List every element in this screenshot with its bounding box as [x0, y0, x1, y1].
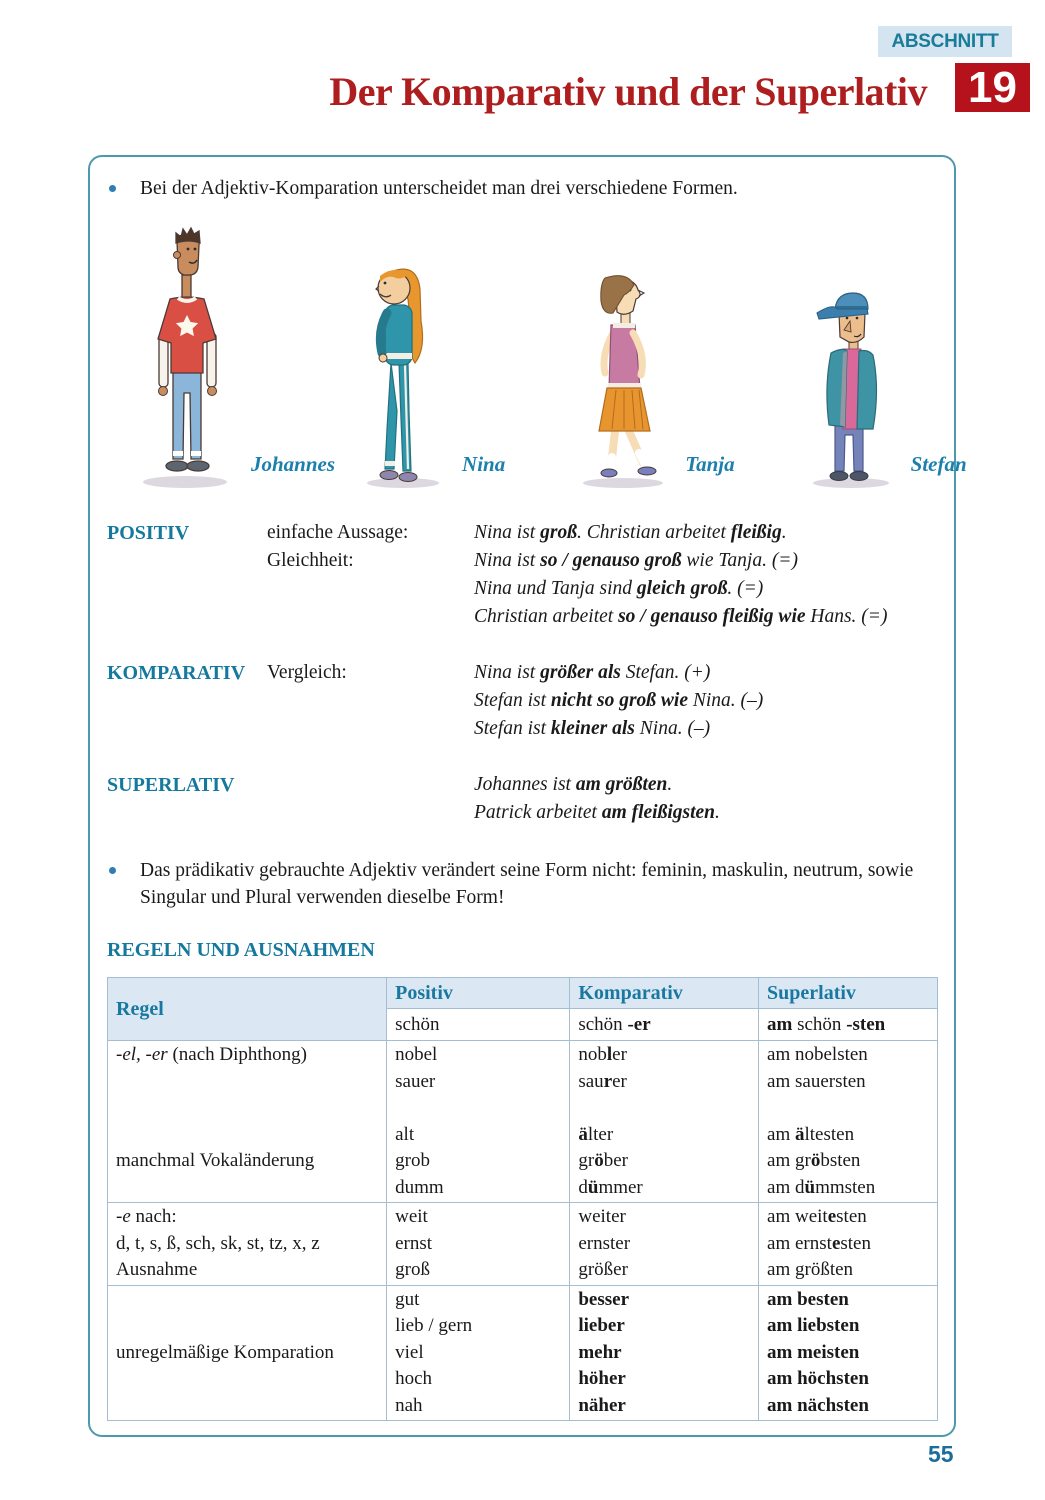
intro-bullet-row [107, 175, 938, 202]
cell-line [116, 1069, 378, 1096]
cell-line: am dümmsten [767, 1176, 876, 1198]
table-row [108, 1285, 938, 1421]
example-sentence: Nina ist so / genauso groß wie Tanja. (=) [474, 550, 798, 571]
character-illustrations [107, 204, 967, 489]
section-tab [878, 26, 1012, 57]
cell-line: groß [395, 1259, 430, 1280]
cell-line: lieber [578, 1315, 625, 1336]
cell-line: weit [395, 1206, 428, 1227]
example-sentence: Johannes ist am größten. [474, 774, 673, 795]
cell-line: viel [395, 1341, 424, 1363]
note-bullet-row [107, 857, 938, 911]
cell-positiv [387, 1285, 570, 1421]
example-sentence: Stefan ist kleiner als Nina. (–) [474, 718, 711, 739]
cell-line: nobel [395, 1044, 438, 1065]
section-number-badge [955, 63, 1030, 112]
cell-komparativ [570, 1285, 759, 1421]
example-caption [267, 799, 474, 827]
character-name-nina: Nina [462, 452, 506, 476]
cell-line: am gröbsten [767, 1150, 861, 1171]
section-label [107, 687, 267, 715]
cell-line: ernst [395, 1232, 433, 1254]
cell-line: am höchsten [767, 1368, 869, 1389]
cell-line: am größten [767, 1259, 854, 1280]
section-label [107, 799, 267, 827]
rules-table [107, 977, 938, 1421]
example-line [107, 799, 938, 827]
section-superlativ [107, 771, 938, 827]
bullet-icon [109, 867, 116, 874]
example-line [107, 519, 938, 547]
cell-line: saurer [578, 1070, 627, 1092]
example-caption: einfache Aussage: [267, 522, 409, 543]
section-label: POSITIV [107, 522, 190, 544]
example-line [107, 659, 938, 687]
character-name-stefan: Stefan [910, 452, 967, 476]
cell-line: -el, -er (nach Diphthong) [116, 1044, 308, 1065]
character-illustration-johannes [137, 225, 237, 489]
cell-line: manchmal Vokaländerung [116, 1150, 315, 1171]
cell-line: am nächsten [767, 1394, 869, 1416]
character-johannes [137, 225, 335, 489]
example-sentence: Patrick arbeitet am fleißigsten. [474, 802, 720, 823]
section-label [107, 547, 267, 575]
cell-line: Ausnahme [116, 1259, 198, 1280]
section-label: KOMPARATIV [107, 662, 246, 684]
example-sentence: Nina ist groß. Christian arbeitet fleißig. [474, 522, 787, 543]
example-caption [267, 687, 474, 715]
bullet-icon [109, 185, 116, 192]
page-title: Der Komparativ und der Superlativ [329, 69, 927, 114]
cell-line: am meisten [767, 1341, 860, 1363]
cell-line: dumm [395, 1176, 444, 1198]
cell-positiv [387, 1203, 570, 1286]
character-illustration-stefan [807, 287, 897, 489]
cell-komparativ [570, 1041, 759, 1203]
character-name-tanja: Tanja [685, 452, 735, 476]
example-sentence: Christian arbeitet so / genauso fleißig wie Hans. (=) [474, 606, 888, 627]
cell-line: mehr [578, 1341, 622, 1363]
cell-line [116, 1366, 378, 1393]
cell-superlativ [759, 1203, 938, 1286]
character-name-johannes: Johannes [251, 452, 336, 476]
example-line [107, 575, 938, 603]
example-line [107, 547, 938, 575]
example-line [107, 715, 938, 743]
rules-table-body [108, 1041, 938, 1421]
section-number-text: 19 [968, 62, 1017, 112]
cell-superlativ [759, 1041, 938, 1203]
cell-line: unregelmäßige Komparation [116, 1341, 334, 1363]
character-illustration-tanja [571, 271, 671, 489]
example-sentence: Stefan ist nicht so groß wie Nina. (–) [474, 690, 764, 711]
example-line [107, 771, 938, 799]
grammar-sections [107, 519, 938, 827]
character-nina [363, 261, 505, 489]
example-sentence: Nina ist größer als Stefan. (+) [474, 662, 711, 683]
section-label: SUPERLATIV [107, 774, 235, 796]
cell-regel [108, 1203, 387, 1286]
cell-line: weiter [578, 1206, 626, 1227]
cell-line: am sauersten [767, 1070, 866, 1092]
example-line [107, 603, 938, 631]
note-bullet-text: Das prädikativ gebrauchte Adjektiv verändert seine Form nicht: feminin, maskulin, neutrum, sowie Singular und Plural verwenden dieselbe Form! [140, 860, 914, 908]
cell-line: besser [578, 1288, 630, 1310]
cell-positiv [387, 1041, 570, 1203]
section-label [107, 575, 267, 603]
cell-line: hoch [395, 1368, 433, 1389]
example-caption: Gleichheit: [267, 550, 354, 571]
cell-line: höher [578, 1368, 626, 1389]
cell-line: am liebsten [767, 1315, 860, 1336]
example-superlativ: am schön -sten [759, 1009, 938, 1041]
page-number: 55 [928, 1441, 954, 1467]
cell-line: nah [395, 1394, 423, 1416]
cell-line: am ernstesten [767, 1232, 871, 1254]
cell-line: gröber [578, 1150, 628, 1171]
example-caption: Vergleich: [267, 662, 347, 683]
column-header-positiv: Positiv [387, 978, 570, 1009]
cell-line: -e nach: [116, 1206, 177, 1227]
cell-regel [108, 1041, 387, 1203]
cell-line [116, 1095, 378, 1122]
intro-bullet-text: Bei der Adjektiv-Komparation unterscheidet man drei verschiedene Formen. [140, 178, 738, 199]
cell-line: dümmer [578, 1176, 643, 1198]
column-header-komparativ: Komparativ [570, 978, 759, 1009]
cell-line [116, 1287, 378, 1314]
example-positiv: schön [387, 1009, 570, 1041]
example-sentence: Nina und Tanja sind gleich groß. (=) [474, 578, 764, 599]
cell-line: grob [395, 1150, 430, 1171]
content-box [88, 155, 967, 1437]
cell-line [767, 1095, 929, 1122]
cell-line: am nobelsten [767, 1044, 868, 1065]
section-positiv [107, 519, 938, 631]
column-header-superlativ: Superlativ [759, 978, 938, 1009]
column-header-regel: Regel [108, 978, 387, 1041]
section-label [107, 715, 267, 743]
cell-line [116, 1393, 378, 1420]
cell-line: am ältesten [767, 1123, 855, 1145]
cell-line: alt [395, 1123, 415, 1145]
cell-line: sauer [395, 1070, 436, 1092]
example-caption [267, 771, 474, 799]
section-tab-label: ABSCHNITT [891, 30, 999, 52]
section-komparativ [107, 659, 938, 743]
cell-line: lieb / gern [395, 1315, 473, 1336]
cell-line [395, 1095, 561, 1122]
table-row [108, 1203, 938, 1286]
example-caption [267, 603, 474, 631]
table-header-row [108, 978, 938, 1009]
example-caption [267, 715, 474, 743]
example-komparativ: schön -er [570, 1009, 759, 1041]
cell-line: d, t, s, ß, sch, sk, st, tz, x, z [116, 1232, 320, 1254]
cell-line [116, 1122, 378, 1149]
section-label [107, 603, 267, 631]
example-line [107, 687, 938, 715]
table-row [108, 1041, 938, 1203]
cell-line: näher [578, 1394, 626, 1416]
cell-line: größer [578, 1259, 628, 1280]
cell-line: ernster [578, 1232, 631, 1254]
cell-line: am weitesten [767, 1206, 867, 1227]
character-stefan [807, 287, 967, 489]
cell-superlativ [759, 1285, 938, 1421]
cell-line [578, 1095, 750, 1122]
cell-line: gut [395, 1288, 420, 1310]
character-illustration-nina [363, 261, 448, 489]
example-caption [267, 575, 474, 603]
cell-line [116, 1313, 378, 1340]
cell-line: älter [578, 1123, 614, 1145]
cell-line: am besten [767, 1288, 849, 1310]
cell-komparativ [570, 1203, 759, 1286]
rules-heading: REGELN UND AUSNAHMEN [107, 939, 375, 961]
cell-line: nobler [578, 1044, 627, 1065]
character-tanja [571, 271, 734, 489]
cell-line [116, 1175, 378, 1202]
cell-regel [108, 1285, 387, 1421]
